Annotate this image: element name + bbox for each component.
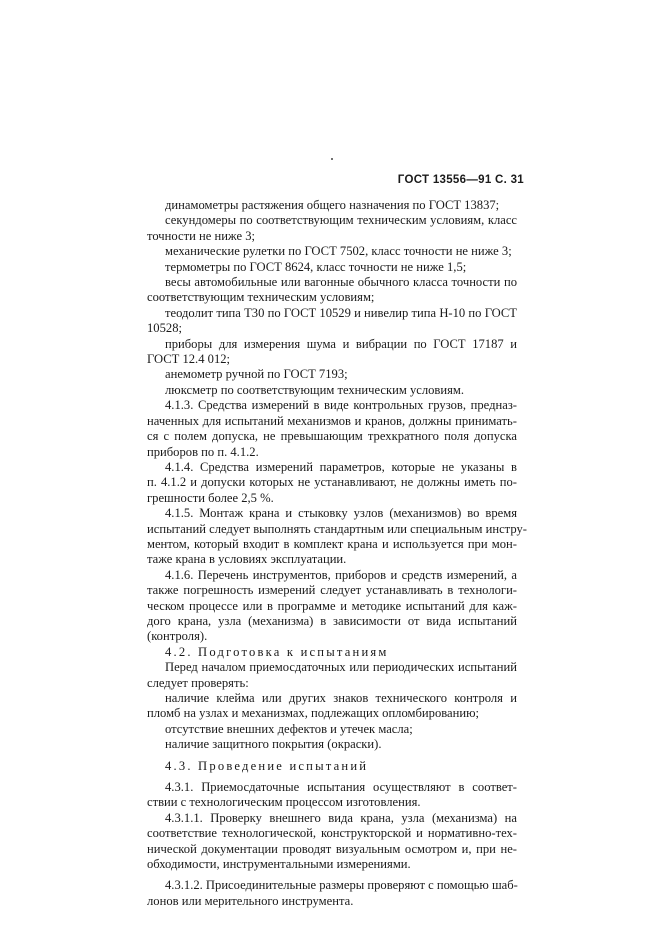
text-line: грешности более 2,5 %. <box>147 490 274 505</box>
text-line: механические рулетки по ГОСТ 7502, класс точности не ниже 3; <box>165 244 512 259</box>
text-line: ментом, который входит в комплект крана и используется при мон- <box>147 536 517 551</box>
text-line: также погрешность измерений следует устанавливать в технологи- <box>147 583 517 598</box>
text-line: ствии с технологическим процессом изготовления. <box>147 795 421 810</box>
text-line: люксметр по соответствующим техническим условиям. <box>165 382 465 397</box>
text-line: 4.1.6. Перечень инструментов, приборов и средств измерений, а <box>165 567 517 582</box>
text-line: приборы для измерения шума и вибрации по ГОСТ 17187 и <box>165 336 517 351</box>
text-line: 10528; <box>147 321 182 336</box>
text-line: динамометры растяжения общего назначения по ГОСТ 13837; <box>165 198 500 212</box>
text-line: ся с полем допуска, не превышающим трехкратного поля допуска <box>147 429 517 444</box>
text-line: 4.3.1.2. Присоединительные размеры проверяют с помощью шаб- <box>165 878 518 893</box>
text-line: следует проверять: <box>147 675 249 690</box>
running-head: ГОСТ 13556—91 С. 31 <box>397 174 524 186</box>
section-heading: 4.2. Подготовка к испытаниям <box>165 644 389 659</box>
text-line: пломб на узлах и механизмах, подлежащих опломбированию; <box>147 706 479 721</box>
text-line: 4.3.1. Приемосдаточные испытания осуществляют в соответ- <box>165 780 517 795</box>
text-line: 4.1.5. Монтаж крана и стыковку узлов (механизмов) во время <box>165 506 517 521</box>
speck <box>331 158 333 160</box>
text-line: соответствие технологической, конструкторской и нормативно-тех- <box>147 826 517 841</box>
text-line: приборов по п. 4.1.2. <box>147 444 259 459</box>
text-line: дого крана, узла (механизма) в зависимости от вида испытаний <box>147 613 517 628</box>
text-line: анемометр ручной по ГОСТ 7193; <box>165 367 348 382</box>
text-line: обходимости, инструментальными измерениями. <box>147 857 411 872</box>
text-line: 4.3.1.1. Проверку внешнего вида крана, узла (механизма) на <box>165 810 517 825</box>
text-line: (контроля). <box>147 629 208 644</box>
text-line: 4.1.4. Средства измерений параметров, которые не указаны в <box>165 459 517 474</box>
text-line: ГОСТ 12.4 012; <box>147 352 231 367</box>
text-line: наченных для испытаний механизмов и кранов, должны принимать- <box>147 413 517 428</box>
text-line: точности не ниже 3; <box>147 228 255 243</box>
text-line: ческом процессе или в программе и методике испытаний для каж- <box>147 598 517 613</box>
text-line: наличие клейма или других знаков технического контроля и <box>165 691 517 705</box>
text-line: термометры по ГОСТ 8624, класс точности не ниже 1,5; <box>165 259 467 274</box>
text-line: испытаний следует выполнять стандартным или специальным инстру- <box>147 521 527 536</box>
text-line: весы автомобильные или вагонные обычного класса точности по <box>165 275 517 290</box>
text-line: теодолит типа Т30 по ГОСТ 10529 и нивелир типа Н-10 по ГОСТ <box>165 305 517 320</box>
text-line: Перед началом приемосдаточных или периодических испытаний <box>165 660 517 675</box>
body-text <box>147 198 527 909</box>
text-line: соответствующим техническим условиям; <box>147 290 375 305</box>
text-line: секундомеры по соответствующим техническим условиям, класс <box>165 213 517 228</box>
text-line: лонов или мерительного инструмента. <box>147 893 354 908</box>
text-line: наличие защитного покрытия (окраски). <box>165 737 382 752</box>
text-line: 4.1.3. Средства измерений в виде контрольных грузов, предназ- <box>165 398 517 413</box>
text-line: п. 4.1.2 и допуски которых не устанавливают, не должны иметь по- <box>147 475 517 490</box>
text-line: таже крана в условиях эксплуатации. <box>147 552 347 567</box>
text-line: отсутствие внешних дефектов и утечек масла; <box>165 721 413 736</box>
section-heading: 4.3. Проведение испытаний <box>165 758 369 773</box>
text-line: нической документации проводят визуальным осмотром и, при не- <box>147 841 517 856</box>
